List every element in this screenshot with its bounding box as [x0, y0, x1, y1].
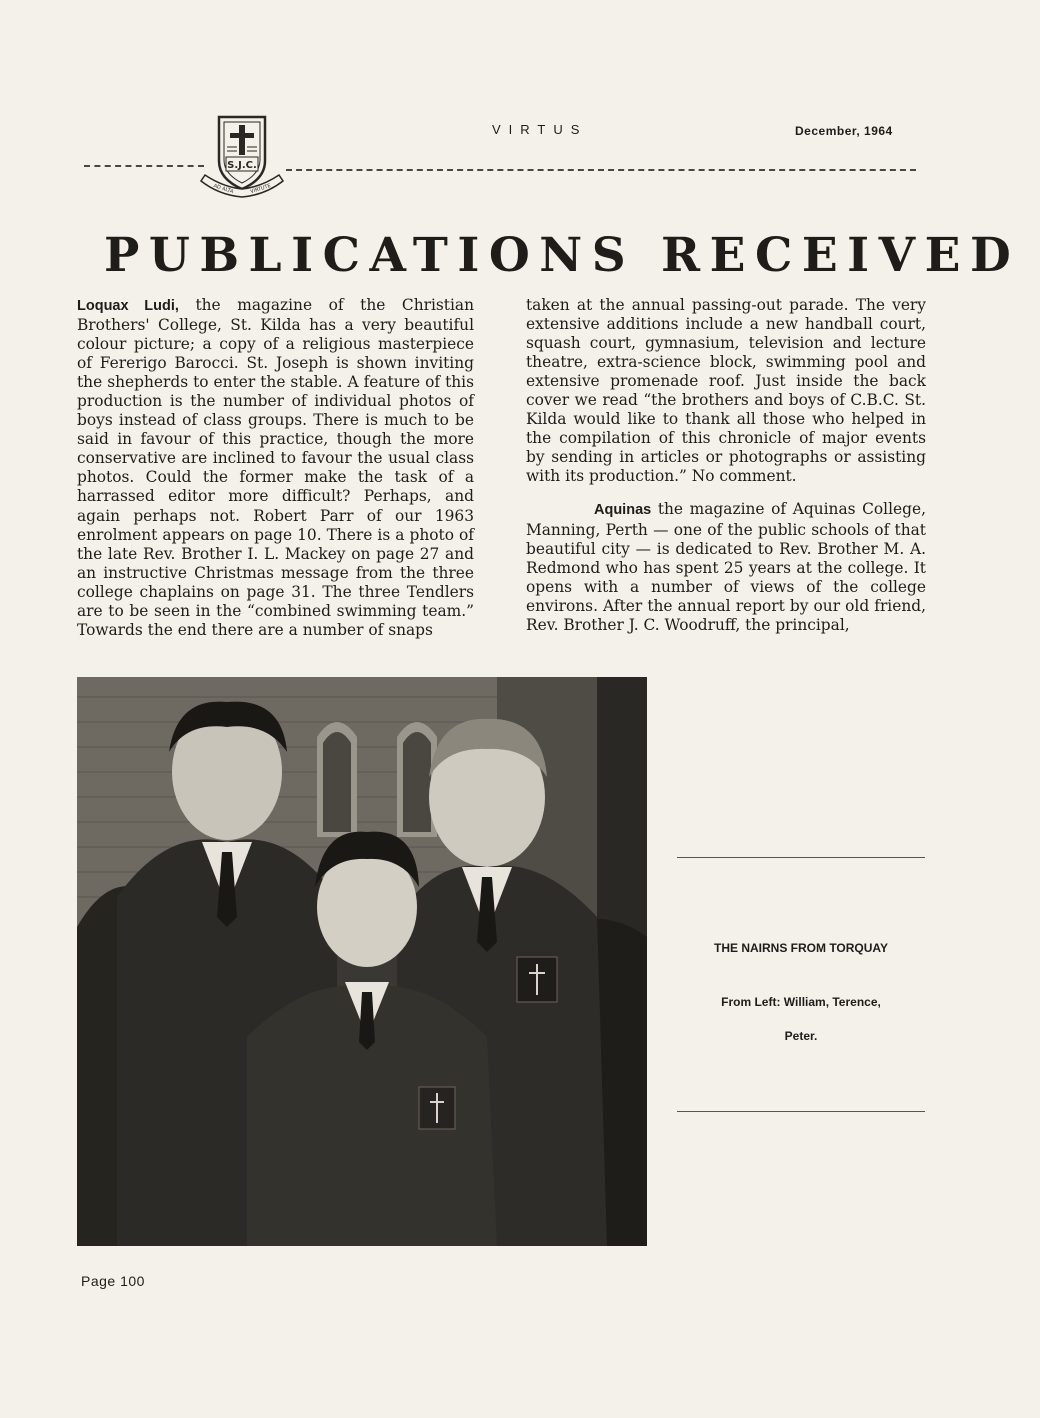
issue-date: December, 1964 [795, 124, 893, 138]
publication-name: Aquinas [594, 502, 652, 519]
caption-rule-bottom [677, 1111, 925, 1112]
header-rule-left [84, 165, 204, 167]
crest-letters: S.J.C. [227, 160, 257, 171]
header-rule-right [286, 169, 916, 171]
article-loquax-ludi [77, 296, 474, 640]
article-text: the magazine of the Christian Brothers' College, St. Kilda has a very beautiful colour picture; a copy of a religious masterpiece of Fererigo Barocci. St. Joseph is shown inviting the shepherds to enter the stable. A feature of this production is the number of individual photos of boys instead of class groups. There is much to be said in favour of this practice, though the more conservative are inclined to favour the usual class photos. Could the former make the task of a harrassed editor more difficult? Perhaps, and again perhaps not. Robert Parr of our 1963 enrolment appears on page 10. There is a photo of the late Rev. Brother I. L. Mackey on page 27 and an instructive Christmas message from the three college chaplains on page 31. The three Tendlers are to be seen in the “combined swimming team.” Towards the end there are a number of snaps [77, 296, 474, 639]
right-column [526, 296, 926, 635]
caption-line: From Left: William, Terence, [721, 995, 881, 1009]
crest-motto-left: AD ALTA [212, 183, 234, 196]
article-continuation [526, 296, 926, 486]
publication-name: Loquax Ludi, [77, 298, 179, 314]
caption-rule-top [677, 857, 925, 858]
page-number: Page 100 [81, 1273, 145, 1289]
article-aquinas [526, 500, 926, 634]
left-column [77, 296, 474, 640]
magazine-title: VIRTUS [492, 122, 588, 137]
article-text: the magazine of Aquinas College, Manning, Perth — one of the public schools of that beautiful city — is dedicated to Rev. Brother M. A. Redmond who has spent 25 years at the college. It opens with a number of views of the college environs. After the annual report by our old friend, Rev. Brother J. C. Woodruff, the principal, [526, 500, 926, 634]
page-title: PUBLICATIONS RECEIVED [104, 228, 1021, 283]
caption-line: Peter. [784, 1029, 818, 1043]
school-crest-icon [199, 113, 285, 201]
article-text: taken at the annual passing-out parade. The very extensive additions include a new handball court, squash court, gymnasium, television and lecture theatre, extra-science block, swimming pool and extensive promenade roof. Just inside the back cover we read “the brothers and boys of C.B.C. St. Kilda would like to thank all those who helped in the compilation of this chronicle of major events by sending in articles or photographs or assisting with its production.” No comment. [526, 296, 926, 486]
photo-caption-title: THE NAIRNS FROM TORQUAY [713, 941, 888, 955]
photo-caption-names [677, 985, 925, 1053]
photo-three-boys [77, 677, 647, 1246]
crest-motto-right: VIRTUTE [249, 182, 272, 196]
